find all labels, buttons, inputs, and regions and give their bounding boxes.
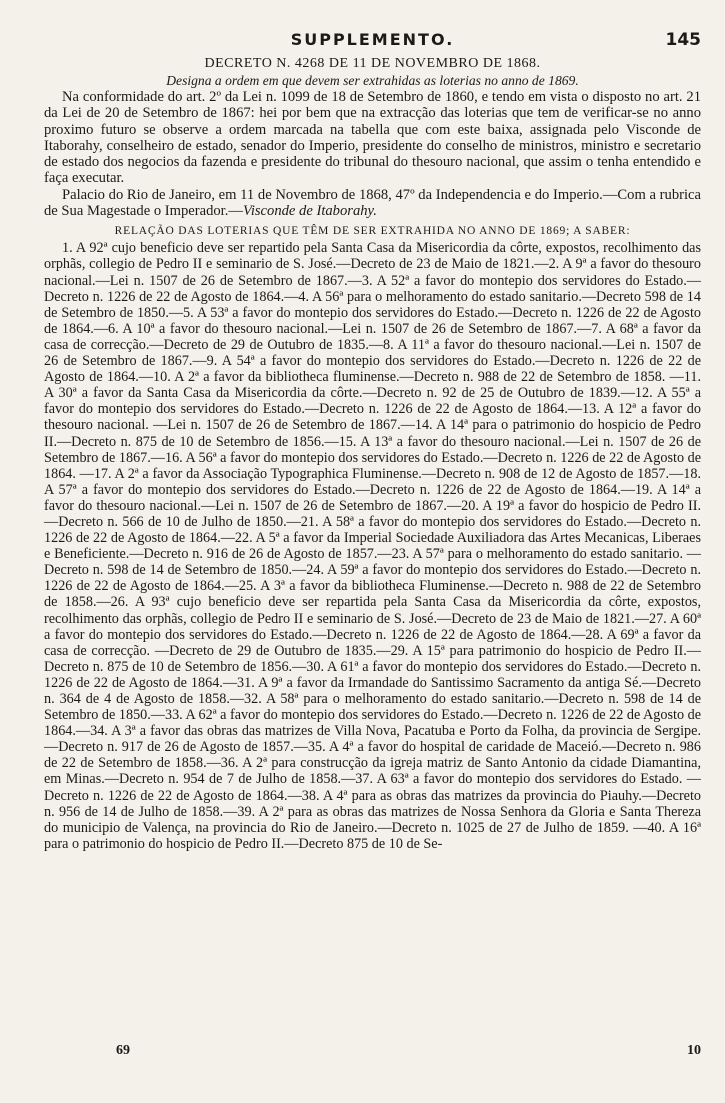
decree-closing-text: Palacio do Rio de Janeiro, em 11 de Novembro de 1868, 47º da Independencia e do Imperio.—Com a rubrica de Sua Magestade o Imperador.—: [44, 186, 701, 220]
decree-subtitle: Designa a ordem em que devem ser extrahidas as loterias no anno de 1869.: [166, 73, 579, 88]
signature-mark-left: 69: [116, 1043, 130, 1058]
decree-signature: Visconde de Itaborahy.: [242, 203, 377, 220]
lottery-list-heading: RELAÇÃO DAS LOTERIAS QUE TÊM DE SER EXTRAHIDA NO ANNO DE 1869; A SABER:: [114, 225, 631, 238]
signature-mark-right: 10: [687, 1043, 701, 1058]
decree-paragraph: Na conformidade do art. 2º da Lei n. 1099 de 18 de Setembro de 1860, e tendo em vista o disposto no art. 21 da Lei de 20 de Setembro de 1867: hei por bem que na extracção das loterias que tem de verificar-se no anno proximo futuro se observe a ordem marcada na tabella que com este baixa, assignada pelo Visconde de Itaborahy, conselheiro de estado, senador do Imperio, presidente do conselho de ministros, ministro e secretario de estado dos negocios da fazenda e presidente do tribunal do thesouro nacional, que assim o tenha entendido e faça executar.: [44, 89, 701, 187]
page-footer: [44, 1043, 701, 1061]
page-number: 145: [665, 30, 701, 50]
page-header: [44, 30, 701, 52]
decree-title: DECRETO N. 4268 DE 11 DE NOVEMBRO DE 1868.: [204, 56, 541, 71]
lottery-list-text: 1. A 92ª cujo beneficio deve ser repartido pela Santa Casa da Misericordia da côrte, expostos, recolhimento das orphãs, collegio de Pedro II e seminario de S. José.—Decreto de 23 de Maio de 1821.—2. A 9ª a favor do thesouro nacional.—Lei n. 1507 de 26 de Setembro de 1867.—3. A 52ª a favor do montepio dos servidores do Estado.—Decreto n. 1226 de 22 de Agosto de 1864.—4. A 56ª para o melhoramento do estado sanitario.—Decreto 598 de 14 de Setembro de 1850.—5. A 53ª a favor do montepio dos servidores do Estado.—Decreto n. 1226 de 22 de Agosto de 1864.—6. A 10ª a favor do thesouro nacional.—Lei n. 1507 de 26 de Setembro de 1867.—7. A 68ª a favor da casa de correcção.—Decreto de 29 de Outubro de 1835.—8. A 11ª a favor do thesouro nacional.—Lei n. 1507 de 26 de Setembro de 1867.—9. A 54ª a favor do montepio dos servidores do Estado.—Decreto n. 1226 de 22 de Agosto de 1864.—10. A 2ª a favor da bibliotheca fluminense.—Decreto n. 988 de 22 de Setembro de 1858. —11. A 30ª a favor da Santa Casa da Misericordia da côrte.—Decreto n. 92 de 25 de Outubro de 1839.—12. A 55ª a favor do montepio dos servidores do Estado.—Decreto n. 1226 de 22 de Agosto de 1864.—13. A 12ª a favor do thesouro nacional. —Lei n. 1507 de 26 de Setembro de 1867.—14. A 14ª para o patrimonio do hospicio de Pedro II.—Decreto n. 875 de 10 de Setembro de 1856.—15. A 13ª a favor do thesouro nacional.—Lei n. 1507 de 26 de Setembro de 1867.—16. A 56ª a favor do montepio dos servidores do Estado.—Decreto n. 1226 de 22 de Agosto de 1864. —17. A 2ª a favor da Associação Typographica Fluminense.—Decreto n. 908 de 12 de Agosto de 1857.—18. A 57ª a favor do montepio dos servidores do Estado.—Decreto n. 1226 de 22 de Agosto de 1864.—19. A 14ª a favor do thesouro nacional.—Lei n. 1507 de 26 de Setembro de 1867.—20. A 19ª a favor do hospicio de Pedro II. —Decreto n. 566 de 10 de Julho de 1850.—21. A 58ª a favor do montepio dos servidores do Estado.—Decreto n. 1226 de 22 de Agosto de 1864.—22. A 5ª a favor da Imperial Sociedade Auxiliadora das Artes Mecanicas, Liberaes e Beneficiente.—Decreto n. 916 de 26 de Agosto de 1857.—23. A 57ª para o melhoramento do estado sanitario. —Decreto n. 598 de 14 de Setembro de 1850.—24. A 59ª a favor do montepio dos servidores do Estado.—Decreto n. 1226 de 22 de Agosto de 1864.—25. A 3ª a favor da bibliotheca Fluminense.—Decreto n. 988 de 22 de Setembro de 1858.—26. A 93ª cujo beneficio deve ser repartida pela Santa Casa da Misericordia da côrte, expostos, recolhimento das orphãs, collegio de Pedro II e seminario de S. José.—Decreto de 23 de Maio de 1821.—27. A 60ª a favor do montepio dos servidores do Estado.—Decreto n. 1226 de 22 de Agosto de 1864.—28. A 69ª a favor da casa de correcção. —Decreto de 29 de Outubro de 1835.—29. A 15ª para patrimonio do hospicio de Pedro II.—Decreto n. 875 de 10 de Setembro de 1856.—30. A 61ª a favor do montepio dos servidores do Estado.—Decreto n. 1226 de 22 de Agosto de 1864.—31. A 9ª a favor da Irmandade do Santissimo Sacramento da antiga Sé.—Decreto n. 364 de 4 de Agosto de 1858.—32. A 58ª para o melhoramento do estado sanitario.—Decreto n. 598 de 14 de Setembro de 1850.—33. A 62ª a favor do montepio dos servidores do Estado.—Decreto n. 1226 de 22 de Agosto de 1864.—34. A 3ª a favor das obras das matrizes de Villa Nova, Pacatuba e Porto da Folha, da provincia de Sergipe.—Decreto n. 917 de 26 de Agosto de 1857.—35. A 4ª a favor do hospital de caridade de Maceió.—Decreto n. 986 de 22 de Setembro de 1858.—36. A 2ª para construcção da igreja matriz de Santo Antonio da cidade Diamantina, em Minas.—Decreto n. 954 de 7 de Julho de 1858.—37. A 63ª a favor do montepio dos servidores do Estado. —Decreto n. 1226 de 22 de Agosto de 1864.—38. A 4ª para as obras das matrizes da provincia do Piauhy.—Decreto n. 956 de 14 de Julho de 1858.—39. A 2ª para as obras das matrizes de Nossa Senhora da Gloria e Santa Thereza do municipio de Valença, na provincia do Rio de Janeiro.—Decreto n. 1025 de 27 de Julho de 1859. —40. A 16ª para o patrimonio do hospicio de Pedro II.—Decreto 875 de 10 de Se-: [44, 240, 701, 852]
running-title: SUPPLEMENTO.: [290, 30, 455, 49]
decree-closing-paragraph: [44, 187, 701, 220]
